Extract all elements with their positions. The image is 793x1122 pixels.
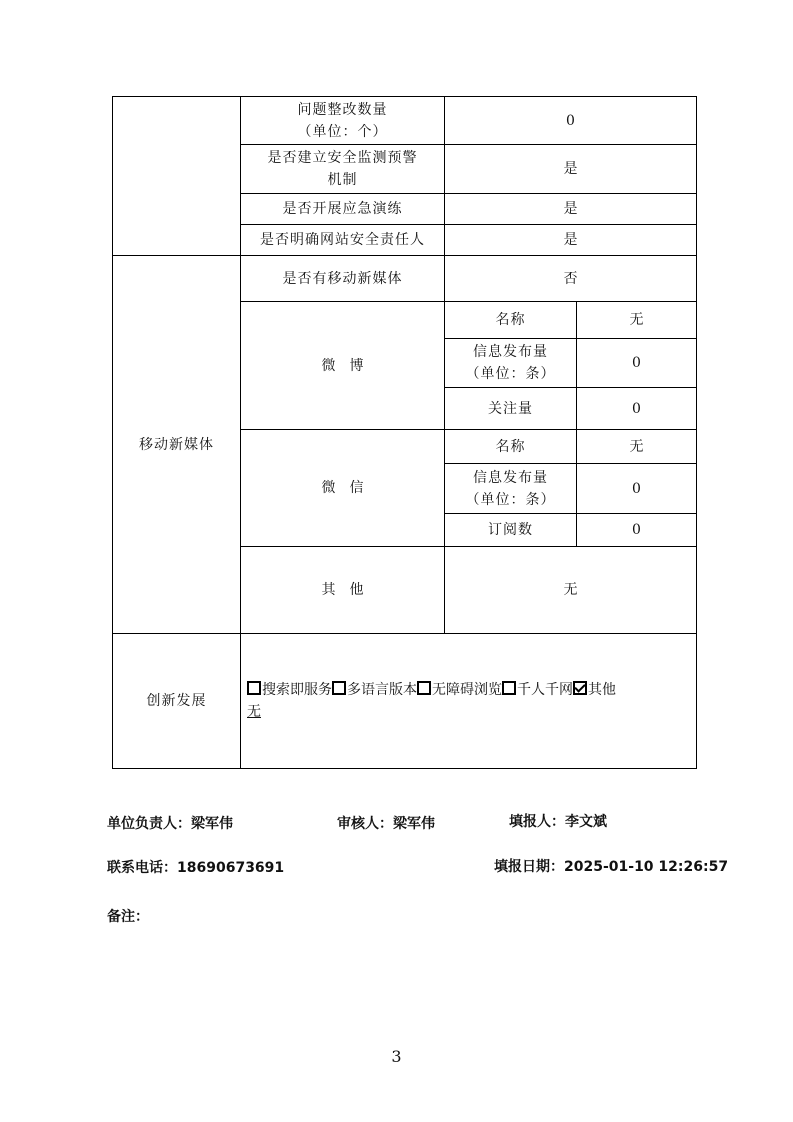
sub-value: 0 — [577, 464, 697, 514]
table-row — [113, 256, 697, 302]
checkbox-icon[interactable] — [502, 681, 516, 695]
other-value: 无 — [445, 547, 697, 634]
sub-label: 关注量 — [445, 388, 577, 430]
sub-value: 0 — [577, 339, 697, 388]
page-number: 3 — [391, 1047, 402, 1066]
fill-date: 填报日期：2025-01-10 12:26:57 — [494, 859, 729, 875]
table-row — [113, 634, 697, 769]
option-label: 多语言版本 — [347, 682, 417, 698]
row-label: 问题整改数量 （单位：个） — [241, 97, 445, 145]
report-table — [112, 96, 697, 769]
option-label: 搜索即服务 — [262, 682, 332, 698]
row-value: 0 — [445, 97, 697, 145]
other-label: 其 他 — [241, 547, 445, 634]
table-row — [113, 97, 697, 145]
weibo-label: 微 博 — [241, 302, 445, 430]
option-label: 无障碍浏览 — [432, 682, 502, 698]
sub-label: 信息发布量 （单位：条） — [445, 464, 577, 514]
innovation-section-label: 创新发展 — [113, 634, 241, 769]
checkbox-icon[interactable] — [247, 681, 261, 695]
media-section-label: 移动新媒体 — [113, 256, 241, 634]
option-label: 其他 — [588, 682, 616, 698]
security-section-cell — [113, 97, 241, 256]
row-value: 是 — [445, 145, 697, 194]
checkbox-icon[interactable] — [417, 681, 431, 695]
innovation-options — [247, 679, 690, 701]
row-value: 是 — [445, 225, 697, 256]
reviewer: 审核人：梁军伟 — [337, 816, 435, 832]
sub-value: 无 — [577, 302, 697, 339]
row-label: 是否开展应急演练 — [241, 194, 445, 225]
innovation-options-cell — [241, 634, 697, 769]
sub-value: 0 — [577, 388, 697, 430]
sub-label: 名称 — [445, 302, 577, 339]
row-value: 否 — [445, 256, 697, 302]
sub-label: 信息发布量 （单位：条） — [445, 339, 577, 388]
filler: 填报人：李文斌 — [509, 814, 607, 830]
row-label: 是否明确网站安全责任人 — [241, 225, 445, 256]
row-value: 是 — [445, 194, 697, 225]
innovation-other-text: 无 — [247, 704, 261, 720]
sub-value: 0 — [577, 514, 697, 547]
remark: 备注： — [107, 909, 149, 925]
option-label: 千人千网 — [517, 682, 573, 698]
row-label: 是否有移动新媒体 — [241, 256, 445, 302]
contact-phone: 联系电话：18690673691 — [107, 860, 285, 876]
checkbox-checked-icon[interactable] — [573, 681, 587, 695]
row-label: 是否建立安全监测预警 机制 — [241, 145, 445, 194]
unit-head: 单位负责人：梁军伟 — [107, 816, 233, 832]
weixin-label: 微 信 — [241, 430, 445, 547]
checkbox-icon[interactable] — [332, 681, 346, 695]
sub-label: 名称 — [445, 430, 577, 464]
sub-label: 订阅数 — [445, 514, 577, 547]
sub-value: 无 — [577, 430, 697, 464]
